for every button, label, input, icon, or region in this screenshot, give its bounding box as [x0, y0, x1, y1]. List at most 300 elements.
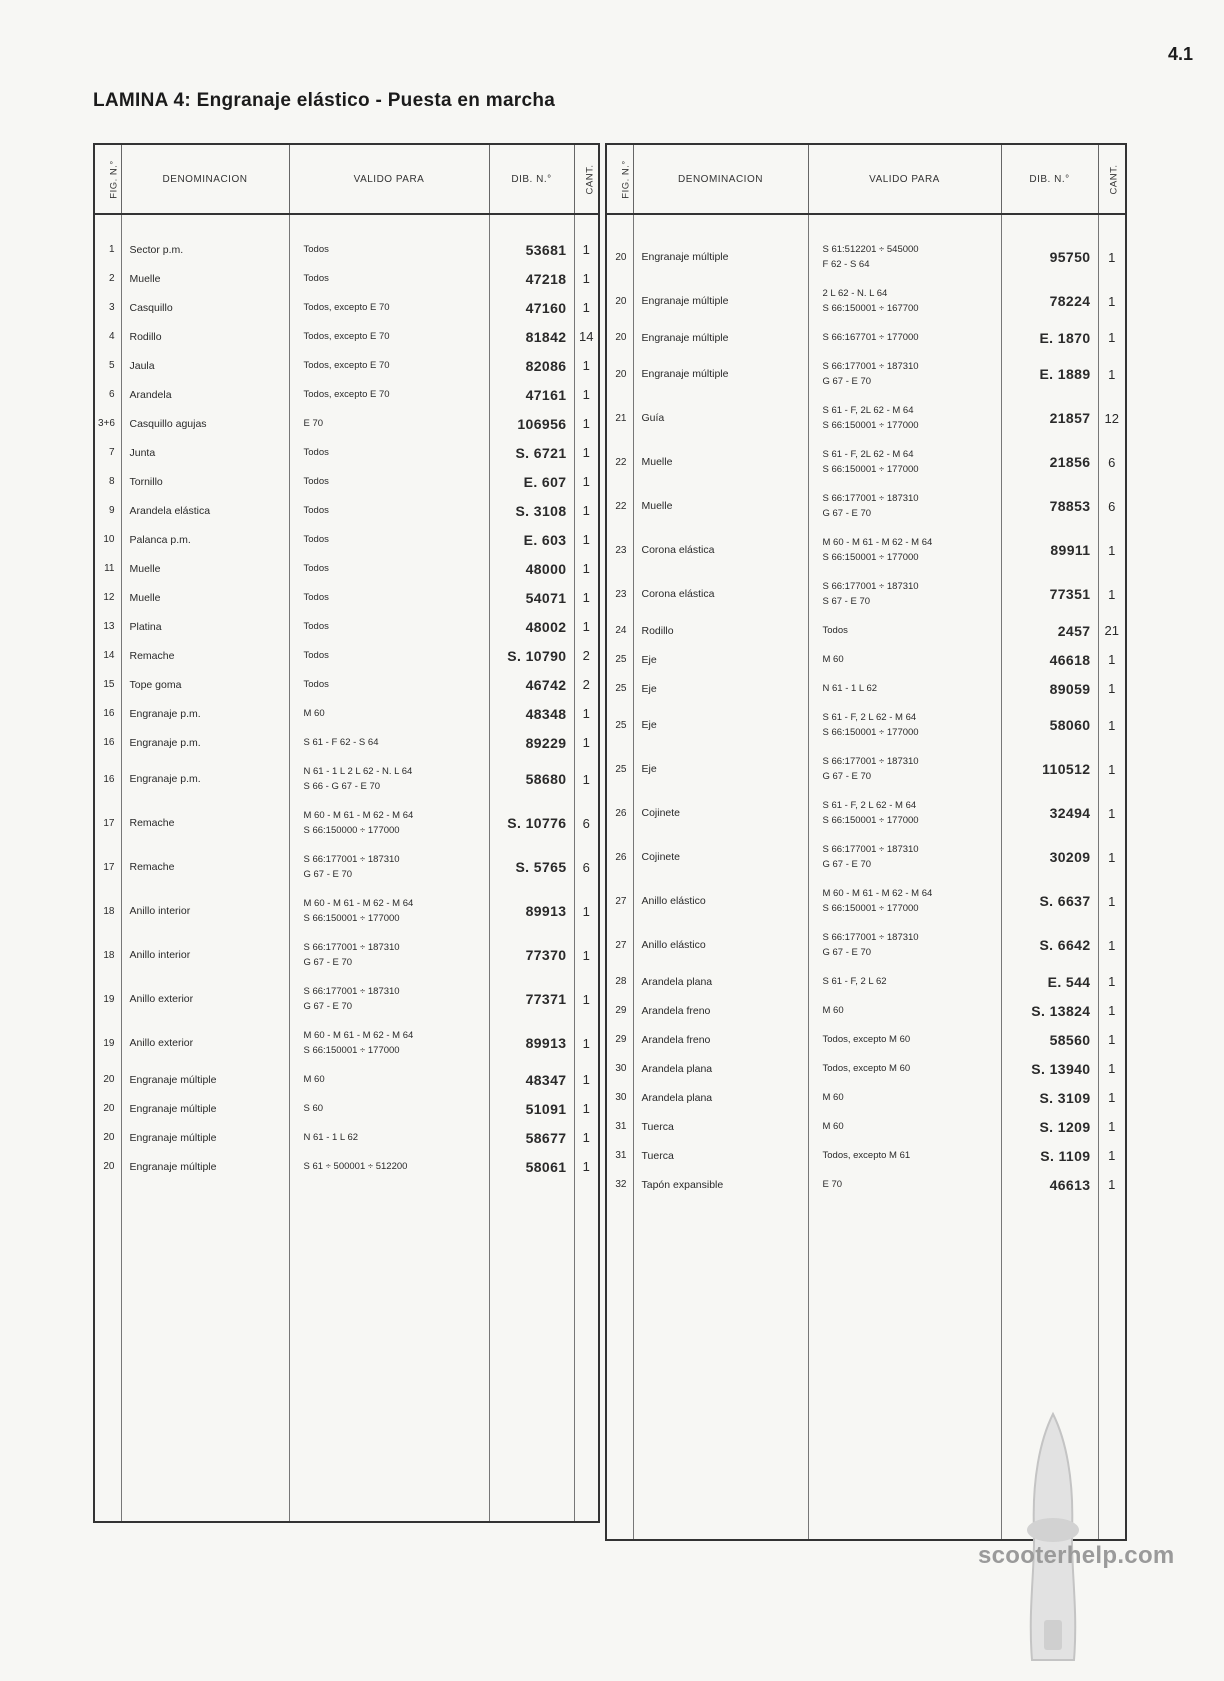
valido-line: S 61 - F, 2L 62 - M 64 — [822, 405, 914, 416]
dib-number-cell: 89913 — [489, 1021, 574, 1065]
cantidad-cell: 2 — [574, 670, 599, 699]
valido-line: G 67 - E 70 — [822, 508, 872, 519]
valido-para-cell — [289, 409, 489, 438]
denominacion-cell: Engranaje p.m. — [121, 757, 289, 801]
dib-number-cell: 47218 — [489, 264, 574, 293]
denominacion-cell: Eje — [633, 703, 808, 747]
fig-cell: 6 — [94, 380, 121, 409]
dib-number-cell: 58680 — [489, 757, 574, 801]
dib-number-cell: 77351 — [1001, 572, 1098, 616]
table-row — [606, 440, 1126, 484]
table-row — [94, 380, 599, 409]
valido-line: Todos — [303, 679, 329, 690]
valido-para-cell — [289, 496, 489, 525]
cantidad-cell: 1 — [574, 889, 599, 933]
denominacion-cell: Tope goma — [121, 670, 289, 699]
cantidad-cell: 1 — [574, 264, 599, 293]
dib-number-cell: 21856 — [1001, 440, 1098, 484]
spacer-cell — [121, 214, 289, 235]
valido-line: Todos, excepto E 70 — [303, 331, 390, 342]
valido-line: Todos, excepto M 60 — [822, 1034, 911, 1045]
fig-cell: 28 — [606, 967, 633, 996]
empty-cell — [94, 1181, 121, 1522]
valido-line: S 60 — [303, 1103, 324, 1114]
denominacion-cell: Arandela elástica — [121, 496, 289, 525]
valido-line: Todos — [303, 476, 329, 487]
dib-number-cell: S. 13824 — [1001, 996, 1098, 1025]
fig-cell: 19 — [94, 1021, 121, 1065]
valido-para-cell — [808, 1170, 1001, 1199]
valido-para-cell — [808, 703, 1001, 747]
fig-cell: 2 — [94, 264, 121, 293]
valido-line: S 66:150001 ÷ 177000 — [822, 903, 919, 914]
col-header-valido-para: VALIDO PARA — [808, 144, 1001, 214]
valido-para-cell — [808, 352, 1001, 396]
cantidad-cell: 1 — [1098, 674, 1126, 703]
dib-number-cell: S. 6637 — [1001, 879, 1098, 923]
fig-cell: 22 — [606, 440, 633, 484]
valido-para-cell — [289, 728, 489, 757]
table-row — [94, 438, 599, 467]
fig-cell: 29 — [606, 1025, 633, 1054]
valido-para-cell — [808, 967, 1001, 996]
spacer-cell — [1098, 214, 1126, 235]
fig-cell: 20 — [94, 1065, 121, 1094]
empty-cell — [489, 1181, 574, 1522]
table-row — [94, 641, 599, 670]
table-row — [94, 467, 599, 496]
denominacion-cell: Palanca p.m. — [121, 525, 289, 554]
dib-number-cell: 82086 — [489, 351, 574, 380]
denominacion-cell: Anillo exterior — [121, 1021, 289, 1065]
cantidad-cell: 1 — [574, 1152, 599, 1181]
valido-para-cell — [289, 554, 489, 583]
table-row — [94, 293, 599, 322]
table-row — [94, 1123, 599, 1152]
table-row — [606, 1141, 1126, 1170]
col-header-denominacion: DENOMINACION — [633, 144, 808, 214]
table-row — [606, 396, 1126, 440]
valido-para-cell — [289, 612, 489, 641]
table-row — [94, 845, 599, 889]
cantidad-cell: 1 — [574, 525, 599, 554]
table-row — [94, 612, 599, 641]
dib-number-cell: 46618 — [1001, 645, 1098, 674]
dib-number-cell: 89913 — [489, 889, 574, 933]
cantidad-cell: 1 — [1098, 967, 1126, 996]
denominacion-cell: Arandela freno — [633, 996, 808, 1025]
valido-para-cell — [289, 525, 489, 554]
table-row — [94, 409, 599, 438]
fig-cell: 31 — [606, 1112, 633, 1141]
dib-number-cell: E. 1889 — [1001, 352, 1098, 396]
table-row — [606, 616, 1126, 645]
valido-para-cell — [808, 879, 1001, 923]
table-header-row — [94, 144, 599, 214]
dib-number-cell: 53681 — [489, 235, 574, 264]
valido-line: M 60 — [822, 1121, 844, 1132]
dib-number-cell: 51091 — [489, 1094, 574, 1123]
dib-number-cell: 95750 — [1001, 235, 1098, 279]
dib-number-cell: 46613 — [1001, 1170, 1098, 1199]
spacer-cell — [574, 214, 599, 235]
table-row — [606, 1054, 1126, 1083]
fig-cell: 23 — [606, 572, 633, 616]
cantidad-cell: 1 — [1098, 1170, 1126, 1199]
fig-cell: 13 — [94, 612, 121, 641]
denominacion-cell: Engranaje múltiple — [121, 1123, 289, 1152]
valido-line: G 67 - E 70 — [822, 947, 872, 958]
dib-number-cell: S. 6721 — [489, 438, 574, 467]
spacer-cell — [1001, 214, 1098, 235]
fig-cell: 14 — [94, 641, 121, 670]
dib-number-cell: 77370 — [489, 933, 574, 977]
valido-line: G 67 - E 70 — [822, 376, 872, 387]
cantidad-cell: 1 — [1098, 645, 1126, 674]
valido-para-cell — [808, 528, 1001, 572]
valido-line: E 70 — [822, 1179, 843, 1190]
table-row — [94, 933, 599, 977]
table-row — [606, 323, 1126, 352]
col-header-denominacion: DENOMINACION — [121, 144, 289, 214]
spacer-cell — [808, 214, 1001, 235]
cantidad-cell: 1 — [1098, 572, 1126, 616]
valido-para-cell — [808, 1141, 1001, 1170]
fig-cell: 7 — [94, 438, 121, 467]
denominacion-cell: Arandela freno — [633, 1025, 808, 1054]
denominacion-cell: Eje — [633, 674, 808, 703]
fig-cell: 5 — [94, 351, 121, 380]
valido-para-cell — [289, 889, 489, 933]
valido-line: 2 L 62 - N. L 64 — [822, 288, 888, 299]
table-header-row — [606, 144, 1126, 214]
cantidad-cell: 1 — [574, 409, 599, 438]
dib-number-cell: E. 607 — [489, 467, 574, 496]
valido-line: M 60 - M 61 - M 62 - M 64 — [822, 888, 933, 899]
denominacion-cell: Casquillo — [121, 293, 289, 322]
dib-number-cell: 30209 — [1001, 835, 1098, 879]
dib-number-cell: S. 3109 — [1001, 1083, 1098, 1112]
valido-line: S 66:177001 ÷ 187310 — [822, 581, 919, 592]
fig-cell: 20 — [606, 352, 633, 396]
denominacion-cell: Arandela plana — [633, 1083, 808, 1112]
dib-number-cell: E. 603 — [489, 525, 574, 554]
valido-para-cell — [808, 279, 1001, 323]
empty-cell — [633, 1199, 808, 1540]
fig-cell: 16 — [94, 757, 121, 801]
valido-line: Todos, excepto M 60 — [822, 1063, 911, 1074]
valido-line: Todos, excepto E 70 — [303, 389, 390, 400]
table-row — [94, 583, 599, 612]
scooter-watermark-icon — [1010, 1410, 1096, 1670]
fig-cell: 25 — [606, 674, 633, 703]
valido-line: S 66:177001 ÷ 187310 — [303, 942, 400, 953]
valido-line: G 67 - E 70 — [303, 869, 353, 880]
denominacion-cell: Anillo exterior — [121, 977, 289, 1021]
dib-number-cell: E. 1870 — [1001, 323, 1098, 352]
table-row — [94, 554, 599, 583]
valido-line: Todos — [303, 563, 329, 574]
valido-line: N 61 - 1 L 62 — [822, 683, 878, 694]
cantidad-cell: 1 — [574, 293, 599, 322]
fig-cell: 23 — [606, 528, 633, 572]
valido-para-cell — [808, 923, 1001, 967]
table-row — [94, 264, 599, 293]
cantidad-cell: 6 — [1098, 484, 1126, 528]
valido-para-cell — [808, 747, 1001, 791]
cantidad-cell: 6 — [574, 801, 599, 845]
valido-para-cell — [289, 670, 489, 699]
cantidad-cell: 1 — [574, 612, 599, 641]
dib-number-cell: 54071 — [489, 583, 574, 612]
watermark-text: scooterhelp.com — [978, 1542, 1175, 1569]
denominacion-cell: Muelle — [633, 440, 808, 484]
cantidad-cell: 1 — [1098, 323, 1126, 352]
empty-cell — [121, 1181, 289, 1522]
valido-line: M 60 - M 61 - M 62 - M 64 — [303, 1030, 414, 1041]
valido-para-cell — [289, 351, 489, 380]
table-row — [606, 791, 1126, 835]
valido-line: N 61 - 1 L 2 L 62 - N. L 64 — [303, 766, 413, 777]
denominacion-cell: Remache — [121, 641, 289, 670]
denominacion-cell: Jaula — [121, 351, 289, 380]
fig-cell: 20 — [606, 279, 633, 323]
denominacion-cell: Arandela — [121, 380, 289, 409]
spacer-cell — [289, 214, 489, 235]
fig-cell: 27 — [606, 879, 633, 923]
valido-line: Todos — [822, 625, 848, 636]
dib-number-cell: 89911 — [1001, 528, 1098, 572]
table-row — [606, 967, 1126, 996]
valido-line: S 66:150001 ÷ 177000 — [822, 552, 919, 563]
spacer-cell — [606, 214, 633, 235]
table-row — [94, 699, 599, 728]
col-header-fig: FIG. N.° — [606, 144, 633, 214]
cantidad-cell: 1 — [1098, 879, 1126, 923]
valido-para-cell — [808, 1025, 1001, 1054]
valido-line: E 70 — [303, 418, 324, 429]
table-row — [606, 923, 1126, 967]
fig-cell: 25 — [606, 703, 633, 747]
valido-line: M 60 — [822, 654, 844, 665]
dib-number-cell: 89229 — [489, 728, 574, 757]
table-row — [94, 801, 599, 845]
col-header-cant: CANT. — [574, 144, 599, 214]
denominacion-cell: Muelle — [121, 264, 289, 293]
fig-cell: 29 — [606, 996, 633, 1025]
valido-line: Todos, excepto M 61 — [822, 1150, 911, 1161]
dib-number-cell: 47161 — [489, 380, 574, 409]
cantidad-cell: 1 — [574, 1065, 599, 1094]
dib-number-cell: 48347 — [489, 1065, 574, 1094]
fig-cell: 19 — [94, 977, 121, 1021]
cantidad-cell: 1 — [1098, 528, 1126, 572]
fig-cell: 10 — [94, 525, 121, 554]
valido-line: S 66:150001 ÷ 177000 — [822, 815, 919, 826]
valido-line: S 66:177001 ÷ 187310 — [822, 844, 919, 855]
dib-number-cell: 46742 — [489, 670, 574, 699]
fig-cell: 20 — [606, 235, 633, 279]
dib-number-cell: 78853 — [1001, 484, 1098, 528]
cantidad-cell: 1 — [574, 1094, 599, 1123]
denominacion-cell: Tuerca — [633, 1112, 808, 1141]
valido-para-cell — [808, 1054, 1001, 1083]
valido-line: S 61 - F, 2L 62 - M 64 — [822, 449, 914, 460]
cantidad-cell: 1 — [1098, 1083, 1126, 1112]
fig-cell: 26 — [606, 835, 633, 879]
table-row — [606, 235, 1126, 279]
dib-number-cell: 47160 — [489, 293, 574, 322]
cantidad-cell: 12 — [1098, 396, 1126, 440]
valido-para-cell — [808, 1112, 1001, 1141]
dib-number-cell: S. 10790 — [489, 641, 574, 670]
valido-para-cell — [289, 933, 489, 977]
table-row — [606, 1025, 1126, 1054]
fig-cell: 16 — [94, 728, 121, 757]
table-row — [606, 996, 1126, 1025]
dib-number-cell: 32494 — [1001, 791, 1098, 835]
cantidad-cell: 1 — [574, 467, 599, 496]
denominacion-cell: Muelle — [633, 484, 808, 528]
valido-para-cell — [808, 235, 1001, 279]
valido-para-cell — [808, 572, 1001, 616]
valido-line: S 66:150001 ÷ 177000 — [822, 464, 919, 475]
cantidad-cell: 1 — [1098, 703, 1126, 747]
col-header-valido-para: VALIDO PARA — [289, 144, 489, 214]
dib-number-cell: S. 3108 — [489, 496, 574, 525]
cantidad-cell: 1 — [574, 235, 599, 264]
dib-number-cell: 58677 — [489, 1123, 574, 1152]
denominacion-cell: Cojinete — [633, 835, 808, 879]
fig-cell: 20 — [606, 323, 633, 352]
dib-number-cell: 48002 — [489, 612, 574, 641]
valido-line: G 67 - E 70 — [822, 771, 872, 782]
fig-cell: 24 — [606, 616, 633, 645]
valido-para-cell — [289, 380, 489, 409]
table-row — [606, 1083, 1126, 1112]
valido-line: S 61 - F, 2 L 62 - M 64 — [822, 800, 917, 811]
valido-line: Todos — [303, 505, 329, 516]
valido-line: M 60 — [822, 1005, 844, 1016]
cantidad-cell: 1 — [574, 351, 599, 380]
cantidad-cell: 1 — [574, 977, 599, 1021]
page-title: LAMINA 4: Engranaje elástico - Puesta en marcha — [93, 90, 556, 111]
fig-cell: 32 — [606, 1170, 633, 1199]
denominacion-cell: Engranaje p.m. — [121, 728, 289, 757]
denominacion-cell: Engranaje múltiple — [121, 1065, 289, 1094]
denominacion-cell: Corona elástica — [633, 572, 808, 616]
cantidad-cell: 1 — [574, 380, 599, 409]
table-row — [94, 670, 599, 699]
valido-line: S 66:177001 ÷ 187310 — [822, 361, 919, 372]
valido-para-cell — [289, 438, 489, 467]
valido-line: G 67 - E 70 — [303, 1001, 353, 1012]
valido-line: S 66:150001 ÷ 177000 — [822, 420, 919, 431]
cantidad-cell: 14 — [574, 322, 599, 351]
valido-para-cell — [289, 467, 489, 496]
table-row — [94, 351, 599, 380]
table-row — [94, 728, 599, 757]
valido-para-cell — [289, 322, 489, 351]
parts-table-right — [605, 143, 1127, 1541]
fig-cell: 20 — [94, 1094, 121, 1123]
table-row — [606, 1170, 1126, 1199]
cantidad-cell: 1 — [574, 438, 599, 467]
dib-number-cell: 58060 — [1001, 703, 1098, 747]
table-spacer-row — [606, 214, 1126, 235]
table-spacer-row — [94, 214, 599, 235]
denominacion-cell: Anillo elástico — [633, 879, 808, 923]
valido-line: S 66:167701 ÷ 177000 — [822, 332, 919, 343]
fig-cell: 17 — [94, 801, 121, 845]
table-row — [94, 889, 599, 933]
dib-number-cell: S. 6642 — [1001, 923, 1098, 967]
valido-line: S 67 - E 70 — [822, 596, 871, 607]
valido-para-cell — [289, 235, 489, 264]
dib-number-cell: 58560 — [1001, 1025, 1098, 1054]
fig-cell: 4 — [94, 322, 121, 351]
fig-cell: 30 — [606, 1083, 633, 1112]
valido-para-cell — [808, 616, 1001, 645]
fig-cell: 22 — [606, 484, 633, 528]
table-row — [94, 1021, 599, 1065]
cantidad-cell: 6 — [574, 845, 599, 889]
valido-para-cell — [808, 791, 1001, 835]
fig-cell: 20 — [94, 1152, 121, 1181]
dib-number-cell: S. 1109 — [1001, 1141, 1098, 1170]
denominacion-cell: Anillo interior — [121, 933, 289, 977]
dib-number-cell: 81842 — [489, 322, 574, 351]
denominacion-cell: Tapón expansible — [633, 1170, 808, 1199]
table-row — [94, 977, 599, 1021]
col-header-fig: FIG. N.° — [94, 144, 121, 214]
cantidad-cell: 1 — [574, 699, 599, 728]
denominacion-cell: Muelle — [121, 554, 289, 583]
valido-line: S 66:177001 ÷ 187310 — [822, 932, 919, 943]
valido-line: S 61:512201 ÷ 545000 — [822, 244, 919, 255]
denominacion-cell: Casquillo agujas — [121, 409, 289, 438]
valido-para-cell — [808, 1083, 1001, 1112]
spacer-cell — [633, 214, 808, 235]
valido-line: S 66:177001 ÷ 187310 — [822, 756, 919, 767]
valido-para-cell — [289, 1021, 489, 1065]
cantidad-cell: 21 — [1098, 616, 1126, 645]
valido-line: Todos — [303, 621, 329, 632]
fig-cell: 17 — [94, 845, 121, 889]
valido-line: Todos — [303, 244, 329, 255]
table-row — [606, 645, 1126, 674]
valido-line: M 60 - M 61 - M 62 - M 64 — [822, 537, 933, 548]
denominacion-cell: Cojinete — [633, 791, 808, 835]
valido-line: M 60 — [303, 708, 325, 719]
valido-para-cell — [289, 801, 489, 845]
cantidad-cell: 2 — [574, 641, 599, 670]
denominacion-cell: Engranaje múltiple — [121, 1152, 289, 1181]
table-row — [606, 572, 1126, 616]
empty-cell — [574, 1181, 599, 1522]
valido-line: M 60 — [822, 1092, 844, 1103]
denominacion-cell: Rodillo — [121, 322, 289, 351]
valido-line: Todos — [303, 534, 329, 545]
table-row — [94, 1065, 599, 1094]
dib-number-cell: 48000 — [489, 554, 574, 583]
table-row — [606, 703, 1126, 747]
cantidad-cell: 1 — [1098, 1025, 1126, 1054]
fig-cell: 27 — [606, 923, 633, 967]
cantidad-cell: 1 — [574, 1021, 599, 1065]
dib-number-cell: 78224 — [1001, 279, 1098, 323]
denominacion-cell: Remache — [121, 845, 289, 889]
